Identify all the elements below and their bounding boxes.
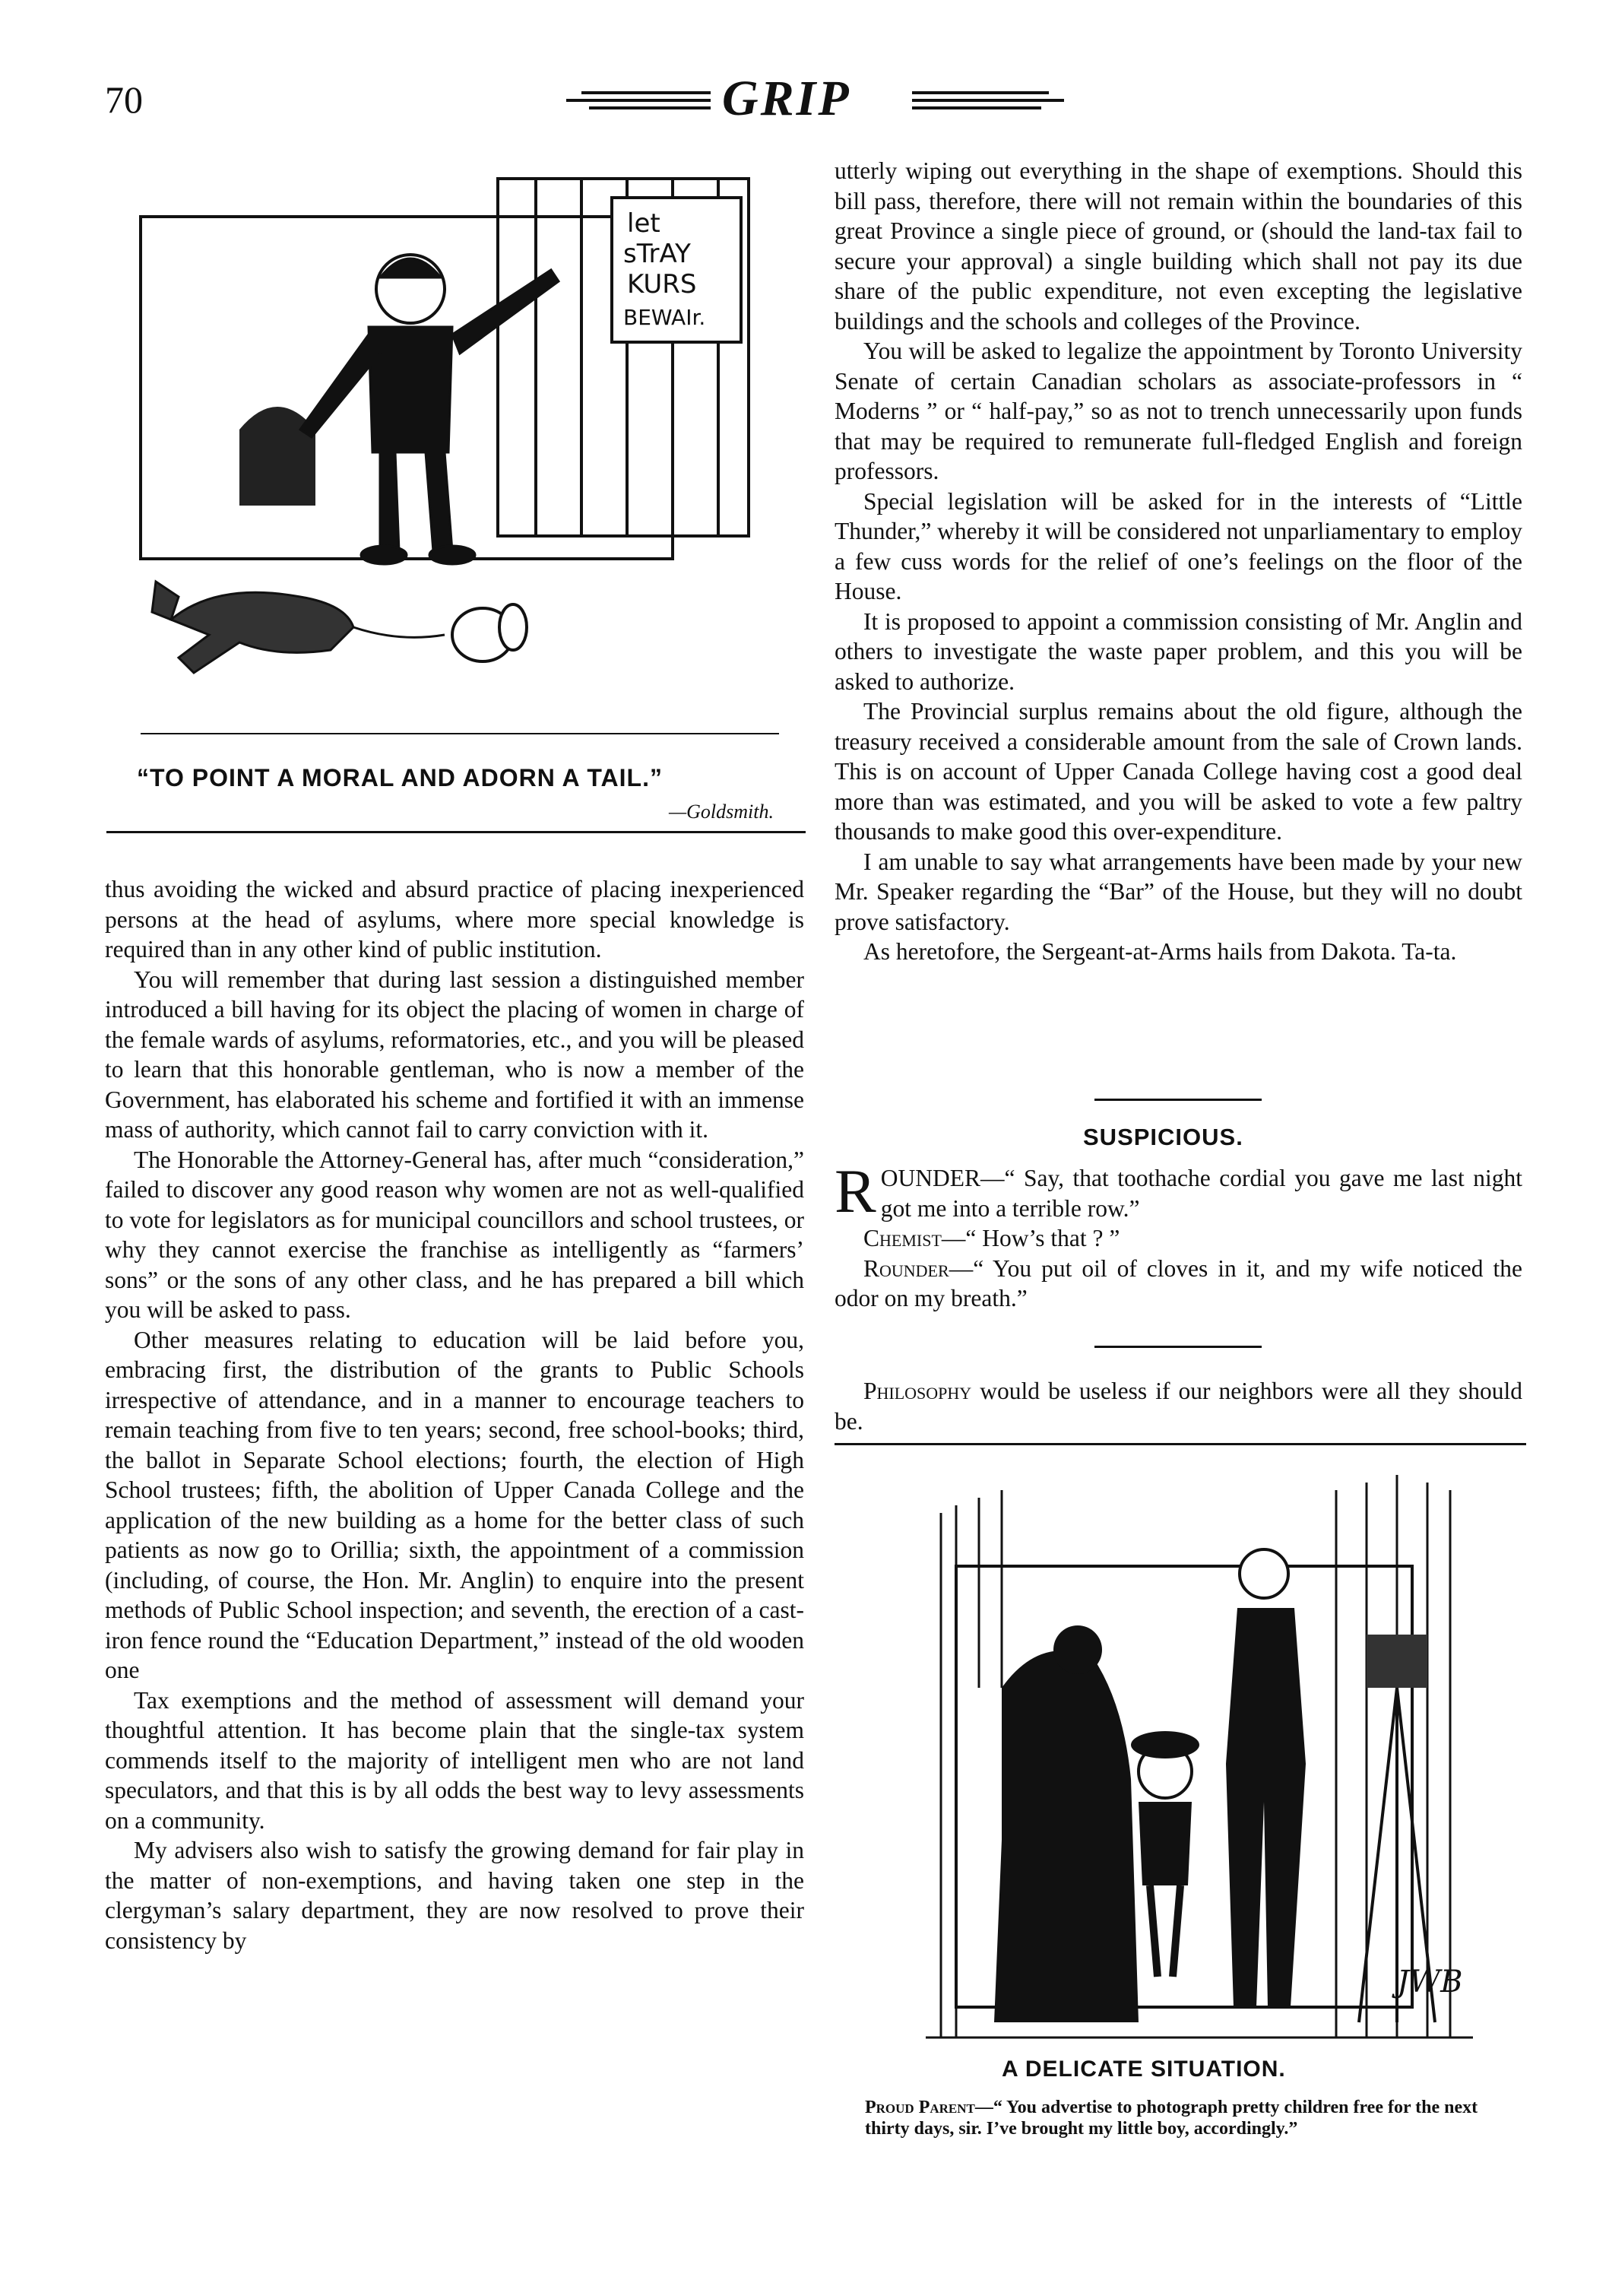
- paragraph: You will remember that during last session a distinguished member introduced a bill having for its object the placing of women in charge of the female wards of asylums, reformatories, etc., and you will be pleased to learn that this honorable gentleman, who is now a member of the Government, has elaborated his scheme and fortified it with an immense mass of authority, which cannot fail to carry conviction with it.: [105, 966, 804, 1143]
- dialogue-line: Rounder—“ You put oil of cloves in it, and my wife noticed the odor on my breath.”: [835, 1254, 1522, 1311]
- right-column: [835, 156, 1522, 967]
- paragraph: Other measures relating to education will be laid before you, embracing first, the distribution of the grants to Public Schools irrespective of attendance, and in a manner to encourage teachers to remain teaching from five to ten years; second, free school-books; third, the ballot in Separate School elections; fourth, the election of High School trustees; fifth, the abolition of Upper Canada College and the application of the new building as a home for the better class of such patients as now go to Orillia; sixth, the appointment of a commission (including, of course, the Hon. Mr. Anglin) to enquire into the present methods of Public School inspection; and seventh, the erection of a cast-iron fence round the “Education Department,” instead of the old wooden one: [105, 1326, 804, 1683]
- cartoon-boy-and-dog: [125, 156, 794, 756]
- short-divider: [1094, 1099, 1262, 1101]
- speaker: Chemist: [863, 1225, 942, 1251]
- page-number: 70: [105, 78, 143, 121]
- svg-text:sTrAY: sTrAY: [623, 239, 691, 269]
- paragraph: Tax exemptions and the method of assessment will demand your thoughtful attention. It has become plain that the single-tax system commends itself to the majority of intelligent men who are not land speculators, and that this is by all odds the best way to levy assessments on a community.: [105, 1686, 804, 1834]
- speaker: Rounder: [863, 1254, 949, 1282]
- philosophy-item: [835, 1376, 1522, 1436]
- paragraph: Special legislation will be asked for in the interests of “Little Thunder,” whereby it will be considered not unparliamentary to employ a few cuss words for the relief of one’s feelings on the floor of the House.: [835, 487, 1522, 604]
- section-heading: SUSPICIOUS.: [1083, 1124, 1243, 1150]
- suspicious-dialogue: [835, 1156, 1522, 1314]
- dialogue-line: Chemist—“ How’s that ? ”: [863, 1225, 1120, 1251]
- cartoon-attribution: —Goldsmith.: [669, 801, 774, 823]
- drop-cap: R: [835, 1156, 876, 1226]
- svg-text:let: let: [627, 208, 660, 239]
- paragraph: The Honorable the Attorney-General has, after much “consideration,” failed to discover any good reason why women are not as well-qualified to vote for legislators as for municipal councillors and school trustees, or why they cannot exercise the franchise as intelligently as “farmers’ sons” or the sons of any other class, and he has prepared a bill which you will be asked to pass.: [105, 1146, 804, 1323]
- paragraph: As heretofore, the Sergeant-at-Arms hails from Dakota. Ta-ta.: [863, 938, 1457, 965]
- cartoon-dialogue: Proud Parent—“ You advertise to photograph pretty children free for the next thirty days, sir. I’ve brought my little boy, accordingly.”: [865, 2098, 1478, 2139]
- paragraph: thus avoiding the wicked and absurd practice of placing inexperienced persons at the head of asylums, where more special knowledge is required than in any other kind of public institution.: [105, 876, 804, 962]
- speaker: OUNDER: [880, 1165, 980, 1191]
- paragraph: The Provincial surplus remains about the old figure, although the treasury received a considerable amount from the sale of Crown lands. This is on account of Upper Canada College having cost a good deal more than was estimated, and you will be asked to vote a few paltry thousands to make good this over-expenditure.: [835, 698, 1522, 845]
- dialogue-line: ROUNDER—“ Say, that toothache cordial you gave me last night got me into a terrible row.”: [835, 1156, 1522, 1226]
- svg-text:BEWAIr.: BEWAIr.: [623, 305, 706, 330]
- divider: [835, 1443, 1526, 1445]
- paragraph: My advisers also wish to satisfy the growing demand for fair play in the matter of non-exemptions, and having taken one step in the clergyman’s salary department, they are now resolved to prove their consistency by: [105, 1837, 804, 1954]
- cartoon-caption: “TO POINT A MORAL AND ADORN A TAIL.”: [137, 764, 663, 791]
- paragraph: I am unable to say what arrangements have been made by your new Mr. Speaker regarding the “Bar” of the House, but they will no doubt prove satisfactory.: [835, 848, 1522, 935]
- paragraph: It is proposed to appoint a commission consisting of Mr. Anglin and others to investigate the waste paper problem, and this you will be asked to authorize.: [835, 607, 1522, 695]
- masthead-title: GRIP: [722, 71, 851, 126]
- speaker: Proud Parent: [865, 2098, 975, 2117]
- masthead: [566, 67, 1083, 128]
- short-divider: [1094, 1346, 1262, 1348]
- cartoon-photographer: [911, 1460, 1488, 2053]
- left-column: [105, 874, 804, 1955]
- paragraph: You will be asked to legalize the appointment by Toronto University Senate of certain Canadian scholars as associate-professors in “ Moderns ” or “ half-pay,” so as not to trench unnecessarily upon funds that may be required to remunerate full-fledged English and foreign professors.: [835, 338, 1522, 484]
- svg-text:KURS: KURS: [627, 269, 697, 300]
- artist-signature: JWB: [1397, 1965, 1463, 1999]
- cartoon-caption: A DELICATE SITUATION.: [1002, 2057, 1286, 2082]
- paragraph: utterly wiping out everything in the shape of exemptions. Should this bill pass, therefore, there will not remain within the boundaries of this great Province a single piece of ground, or (should the land-tax fail to secure your approval) a single building which shall not pay its due share of the public expenditure, not even excepting the legislative buildings and the schools and colleges of the Province.: [835, 157, 1522, 335]
- paragraph: Philosophy would be useless if our neighbors were all they should be.: [835, 1378, 1522, 1435]
- divider: [106, 831, 806, 833]
